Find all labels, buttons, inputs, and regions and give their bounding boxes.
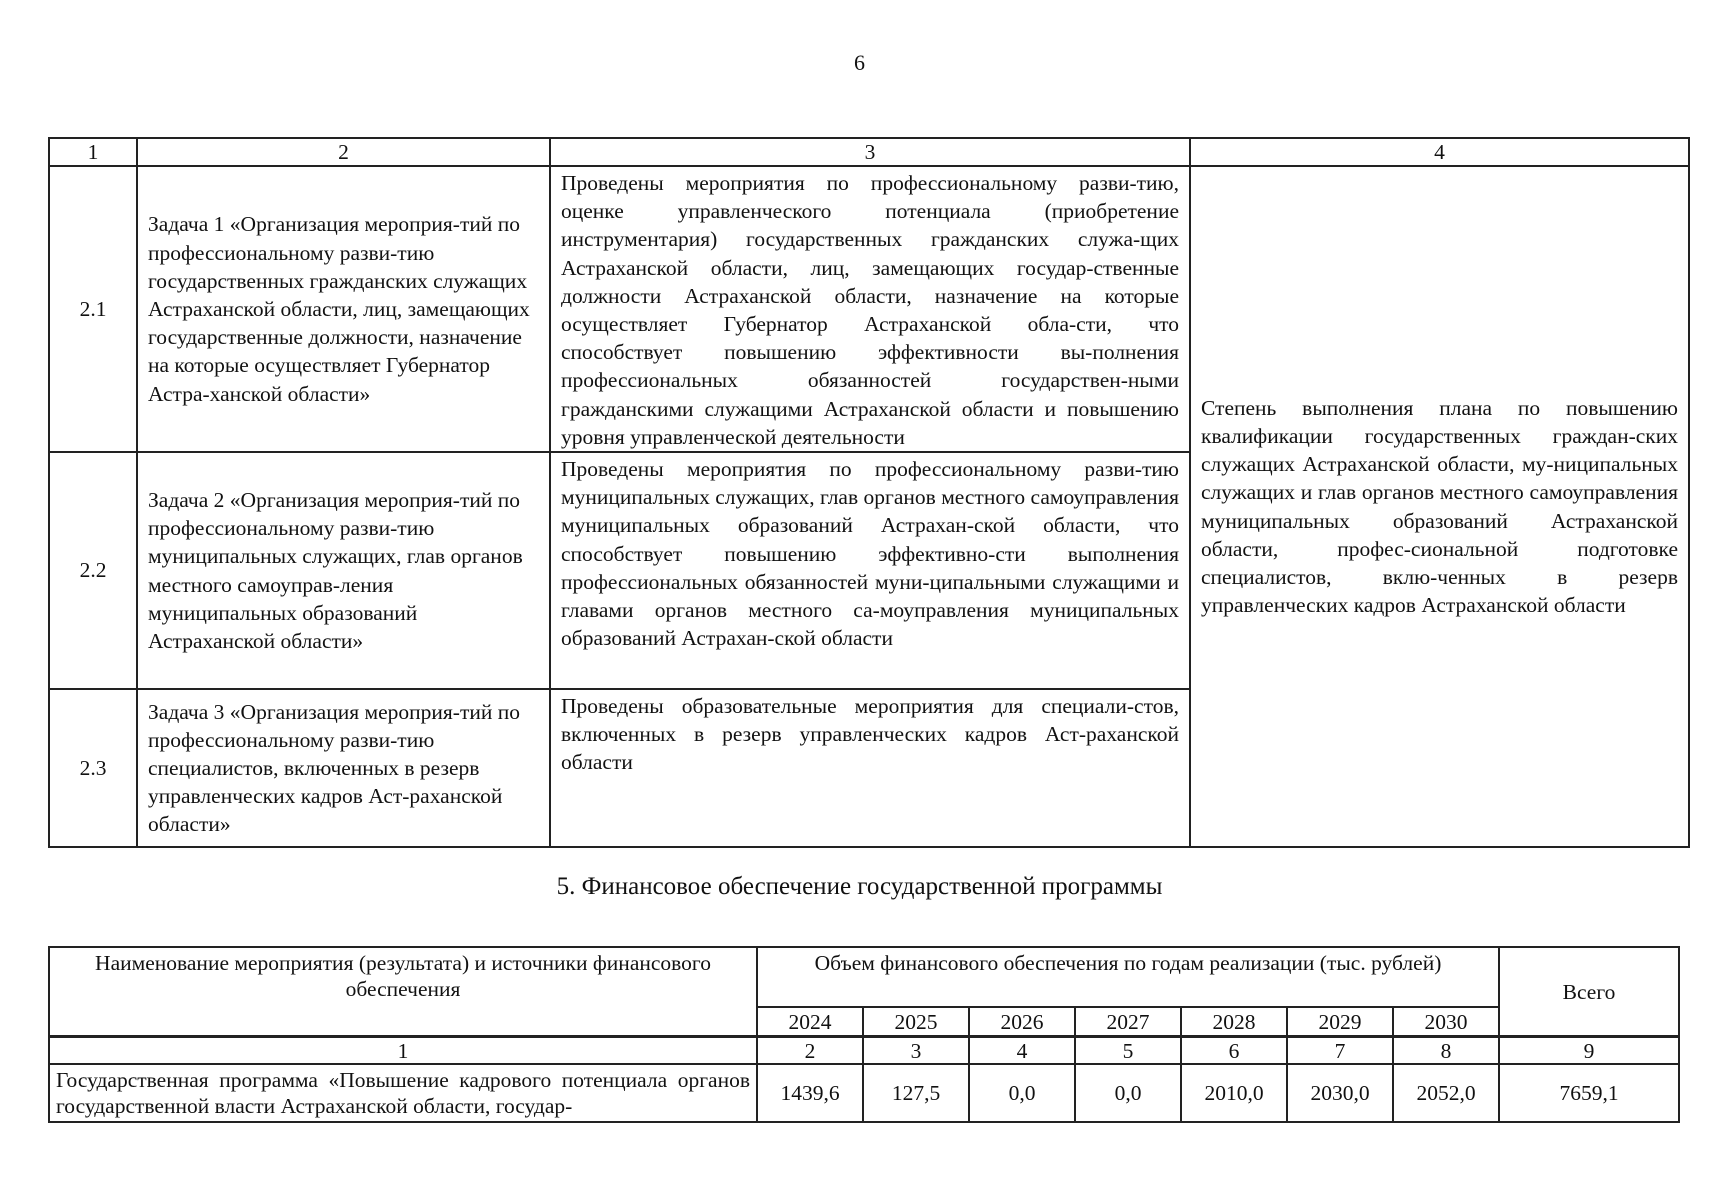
column-number-header: 4 [1190,138,1689,166]
year-header: 2025 [863,1007,969,1037]
result-cell: Проведены образовательные мероприятия для специали-стов, включенных в резерв управленческих кадров Аст-раханской области [550,689,1190,847]
task-cell: Задача 3 «Организация мероприя-тий по профессиональному разви-тию специалистов, включенных в резерв управленческих кадров Аст-раханской области» [137,689,550,847]
program-name: Государственная программа «Повышение кадрового потенциала органов государственной власти Астраханской области, государ- [49,1064,757,1122]
column-number: 1 [49,1037,757,1065]
task-cell: Задача 2 «Организация мероприя-тий по профессиональному разви-тию муниципальных служащих, глав органов местного самоуправ-ления муниципальных образований Астраханской области» [137,452,550,689]
column-number: 8 [1393,1037,1499,1065]
year-header: 2029 [1287,1007,1393,1037]
total-header: Всего [1499,947,1679,1037]
column-numbers-row [49,1037,1679,1065]
source-header: Наименование мероприятия (результата) и источники финансового обеспечения [49,947,757,1037]
table-row [49,1064,1679,1122]
year-header: 2028 [1181,1007,1287,1037]
column-number: 3 [863,1037,969,1065]
total-value: 7659,1 [1499,1064,1679,1122]
year-value: 2052,0 [1393,1064,1499,1122]
column-number: 4 [969,1037,1075,1065]
year-header: 2024 [757,1007,863,1037]
column-number: 9 [1499,1037,1679,1065]
year-value: 0,0 [969,1064,1075,1122]
year-value: 2030,0 [1287,1064,1393,1122]
year-value: 1439,6 [757,1064,863,1122]
year-value: 127,5 [863,1064,969,1122]
year-header: 2026 [969,1007,1075,1037]
table-row [49,166,1689,452]
row-number: 2.3 [49,689,137,847]
year-header: 2030 [1393,1007,1499,1037]
finance-header-row [49,947,1679,1007]
indicator-cell: Степень выполнения плана по повышению квалификации государственных граждан-ских служащих Астраханской области, му-ниципальных служащих и глав органов местного самоуправления муниципальных образований Астраханской области, профес-сиональной подготовке специалистов, вклю-ченных в резерв управленческих кадров Астраханской области [1190,166,1689,847]
result-cell: Проведены мероприятия по профессиональному разви-тию муниципальных служащих, глав органов местного самоуправления муниципальных образований Астрахан-ской области, что способствует повышению эффективно-сти выполнения профессиональных обязанностей муни-ципальными служащими и главами органов местного са-моуправления муниципальных образований Астрахан-ской области [550,452,1190,689]
column-number: 5 [1075,1037,1181,1065]
column-number-header: 2 [137,138,550,166]
finance-table [48,946,1680,1123]
year-value: 0,0 [1075,1064,1181,1122]
row-number: 2.2 [49,452,137,689]
volume-header: Объем финансового обеспечения по годам реализации (тыс. рублей) [757,947,1499,1007]
column-number-header: 3 [550,138,1190,166]
goals-table [48,137,1690,848]
column-number-header: 1 [49,138,137,166]
task-cell: Задача 1 «Организация мероприя-тий по профессиональному разви-тию государственных гражданских служащих Астраханской области, лиц, замещающих государственные должности, назначение на которые осуществляет Губернатор Астра-ханской области» [137,166,550,452]
column-number: 7 [1287,1037,1393,1065]
year-value: 2010,0 [1181,1064,1287,1122]
column-number: 6 [1181,1037,1287,1065]
goals-table-header-row [49,138,1689,166]
year-header: 2027 [1075,1007,1181,1037]
result-cell: Проведены мероприятия по профессиональному разви-тию, оценке управленческого потенциала (приобретение инструментария) государственных гражданских служа-щих Астраханской области, лиц, замещающих государ-ственные должности Астраханской области, назначение на которые осуществляет Губернатор Астраханской обла-сти, что способствует повышению эффективности вы-полнения профессиональных обязанностей государствен-ными гражданскими служащими Астраханской области и повышению уровня управленческой деятельности [550,166,1190,452]
section-title: 5. Финансовое обеспечение государственной программы [556,873,1163,900]
page-number: 6 [854,50,865,75]
row-number: 2.1 [49,166,137,452]
column-number: 2 [757,1037,863,1065]
